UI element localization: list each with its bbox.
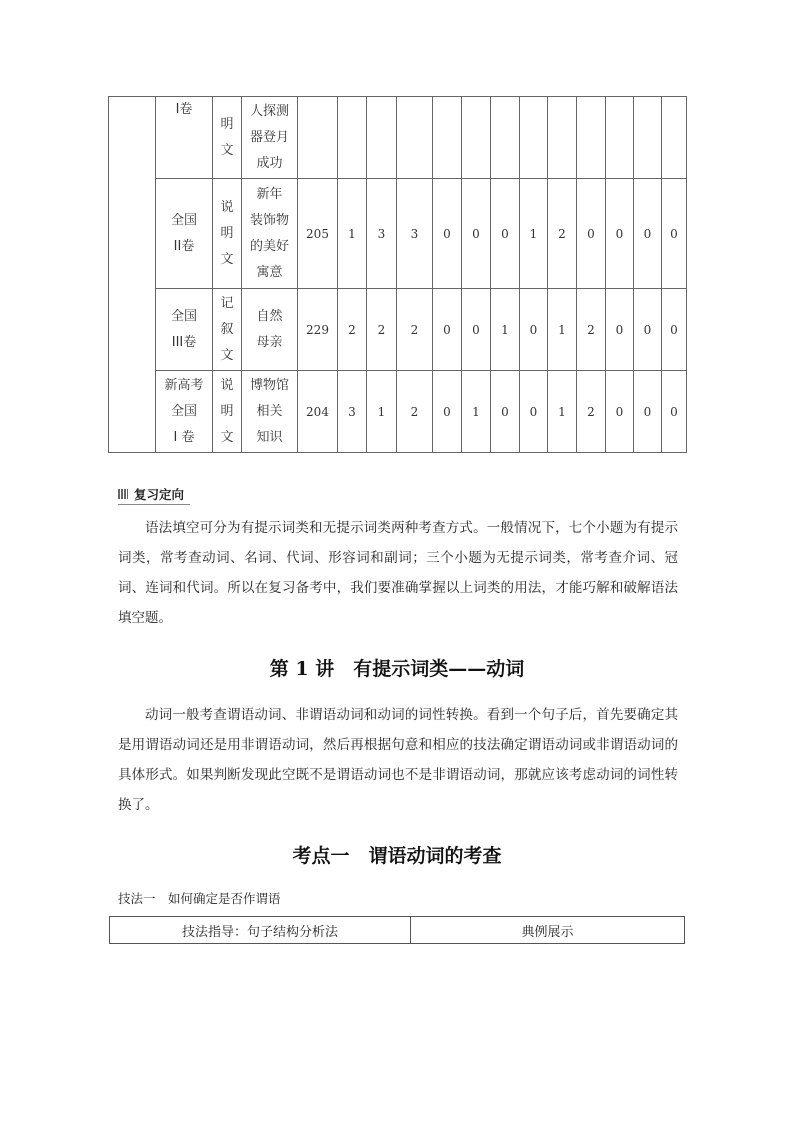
topic-cell: 人探测 器登月 成功 bbox=[242, 97, 298, 179]
value-cell bbox=[577, 97, 606, 179]
value-cell: 0 bbox=[606, 371, 634, 453]
table-row bbox=[109, 97, 687, 179]
value-cell: 0 bbox=[634, 289, 662, 371]
value-cell: 0 bbox=[462, 179, 491, 289]
table-row bbox=[109, 289, 687, 371]
value-cell bbox=[338, 97, 367, 179]
blank-group-cell bbox=[109, 97, 156, 453]
value-cell bbox=[367, 97, 397, 179]
value-cell bbox=[298, 97, 338, 179]
topic-cell: 自然 母亲 bbox=[242, 289, 298, 371]
value-cell: 1 bbox=[338, 179, 367, 289]
skill-label: 技法一 如何确定是否作谓语 bbox=[118, 891, 281, 906]
genre-cell: 明 文 bbox=[213, 97, 242, 179]
review-paragraph: 语法填空可分为有提示词类和无提示词类两种考查方式。一般情况下，七个小题为有提示词类，常考查动词、名词、代词、形容词和副词；三个小题为无提示词类，常考查介词、冠词、连词和代词。所以在复习备考中，我们要准确掌握以上词类的用法，才能巧解和破解语法填空题。 bbox=[118, 520, 678, 626]
exam-cell: 新高考 全国 I 卷 bbox=[156, 371, 213, 453]
genre-cell: 说 明 文 bbox=[213, 179, 242, 289]
value-cell bbox=[433, 97, 462, 179]
exam-stats-table bbox=[108, 96, 687, 453]
value-cell: 1 bbox=[462, 371, 491, 453]
exam-cell: I卷 bbox=[156, 97, 213, 179]
value-cell: 0 bbox=[634, 371, 662, 453]
section-bar-icon bbox=[118, 489, 128, 499]
value-cell: 2 bbox=[577, 371, 606, 453]
review-title: 复习定向 bbox=[134, 487, 185, 502]
value-cell: 2 bbox=[577, 289, 606, 371]
value-cell: 205 bbox=[298, 179, 338, 289]
value-cell: 2 bbox=[367, 289, 397, 371]
value-cell: 2 bbox=[338, 289, 367, 371]
value-cell bbox=[606, 97, 634, 179]
value-cell bbox=[662, 97, 687, 179]
genre-cell: 记 叙 文 bbox=[213, 289, 242, 371]
value-cell: 0 bbox=[433, 179, 462, 289]
value-cell: 2 bbox=[397, 371, 433, 453]
value-cell: 0 bbox=[433, 371, 462, 453]
value-cell: 0 bbox=[606, 179, 634, 289]
value-cell: 1 bbox=[367, 371, 397, 453]
genre-cell: 说 明 文 bbox=[213, 371, 242, 453]
value-cell: 3 bbox=[338, 371, 367, 453]
value-cell: 0 bbox=[433, 289, 462, 371]
lecture-title: 第 1 讲 有提示词类——动词 bbox=[269, 658, 525, 680]
value-cell: 1 bbox=[548, 371, 577, 453]
value-cell bbox=[491, 97, 520, 179]
table-row bbox=[109, 179, 687, 289]
value-cell: 229 bbox=[298, 289, 338, 371]
value-cell bbox=[634, 97, 662, 179]
value-cell: 0 bbox=[520, 371, 548, 453]
value-cell: 0 bbox=[520, 289, 548, 371]
exam-cell: 全国 III卷 bbox=[156, 289, 213, 371]
point-title: 考点一 谓语动词的考查 bbox=[292, 845, 502, 867]
table-row bbox=[110, 917, 685, 944]
value-cell: 3 bbox=[367, 179, 397, 289]
topic-cell: 博物馆 相关 知识 bbox=[242, 371, 298, 453]
exam-cell: 全国 II卷 bbox=[156, 179, 213, 289]
value-cell: 1 bbox=[491, 289, 520, 371]
lecture-paragraph: 动词一般考查谓语动词、非谓语动词和动词的词性转换。看到一个句子后，首先要确定其是用谓语动词还是用非谓语动词，然后再根据句意和相应的技法确定谓语动词或非谓语动词的具体形式。如果判断发现此空既不是谓语动词也不是非谓语动词，那就应该考虑动词的词性转换了。 bbox=[118, 707, 678, 813]
value-cell bbox=[520, 97, 548, 179]
value-cell: 0 bbox=[491, 179, 520, 289]
value-cell: 0 bbox=[662, 179, 687, 289]
value-cell: 204 bbox=[298, 371, 338, 453]
value-cell: 2 bbox=[548, 179, 577, 289]
value-cell bbox=[548, 97, 577, 179]
topic-cell: 新年 装饰物 的美好 寓意 bbox=[242, 179, 298, 289]
value-cell bbox=[397, 97, 433, 179]
value-cell: 2 bbox=[397, 289, 433, 371]
value-cell: 0 bbox=[606, 289, 634, 371]
value-cell bbox=[462, 97, 491, 179]
guide-header-example: 典例展示 bbox=[411, 917, 685, 944]
value-cell: 1 bbox=[520, 179, 548, 289]
skill-guide-table bbox=[109, 916, 685, 944]
value-cell: 0 bbox=[662, 371, 687, 453]
value-cell: 0 bbox=[491, 371, 520, 453]
table-row bbox=[109, 371, 687, 453]
value-cell: 1 bbox=[548, 289, 577, 371]
value-cell: 0 bbox=[634, 179, 662, 289]
value-cell: 0 bbox=[662, 289, 687, 371]
value-cell: 0 bbox=[577, 179, 606, 289]
value-cell: 0 bbox=[462, 289, 491, 371]
value-cell: 3 bbox=[397, 179, 433, 289]
guide-header-method: 技法指导：句子结构分析法 bbox=[110, 917, 411, 944]
review-section-tag bbox=[118, 484, 190, 505]
